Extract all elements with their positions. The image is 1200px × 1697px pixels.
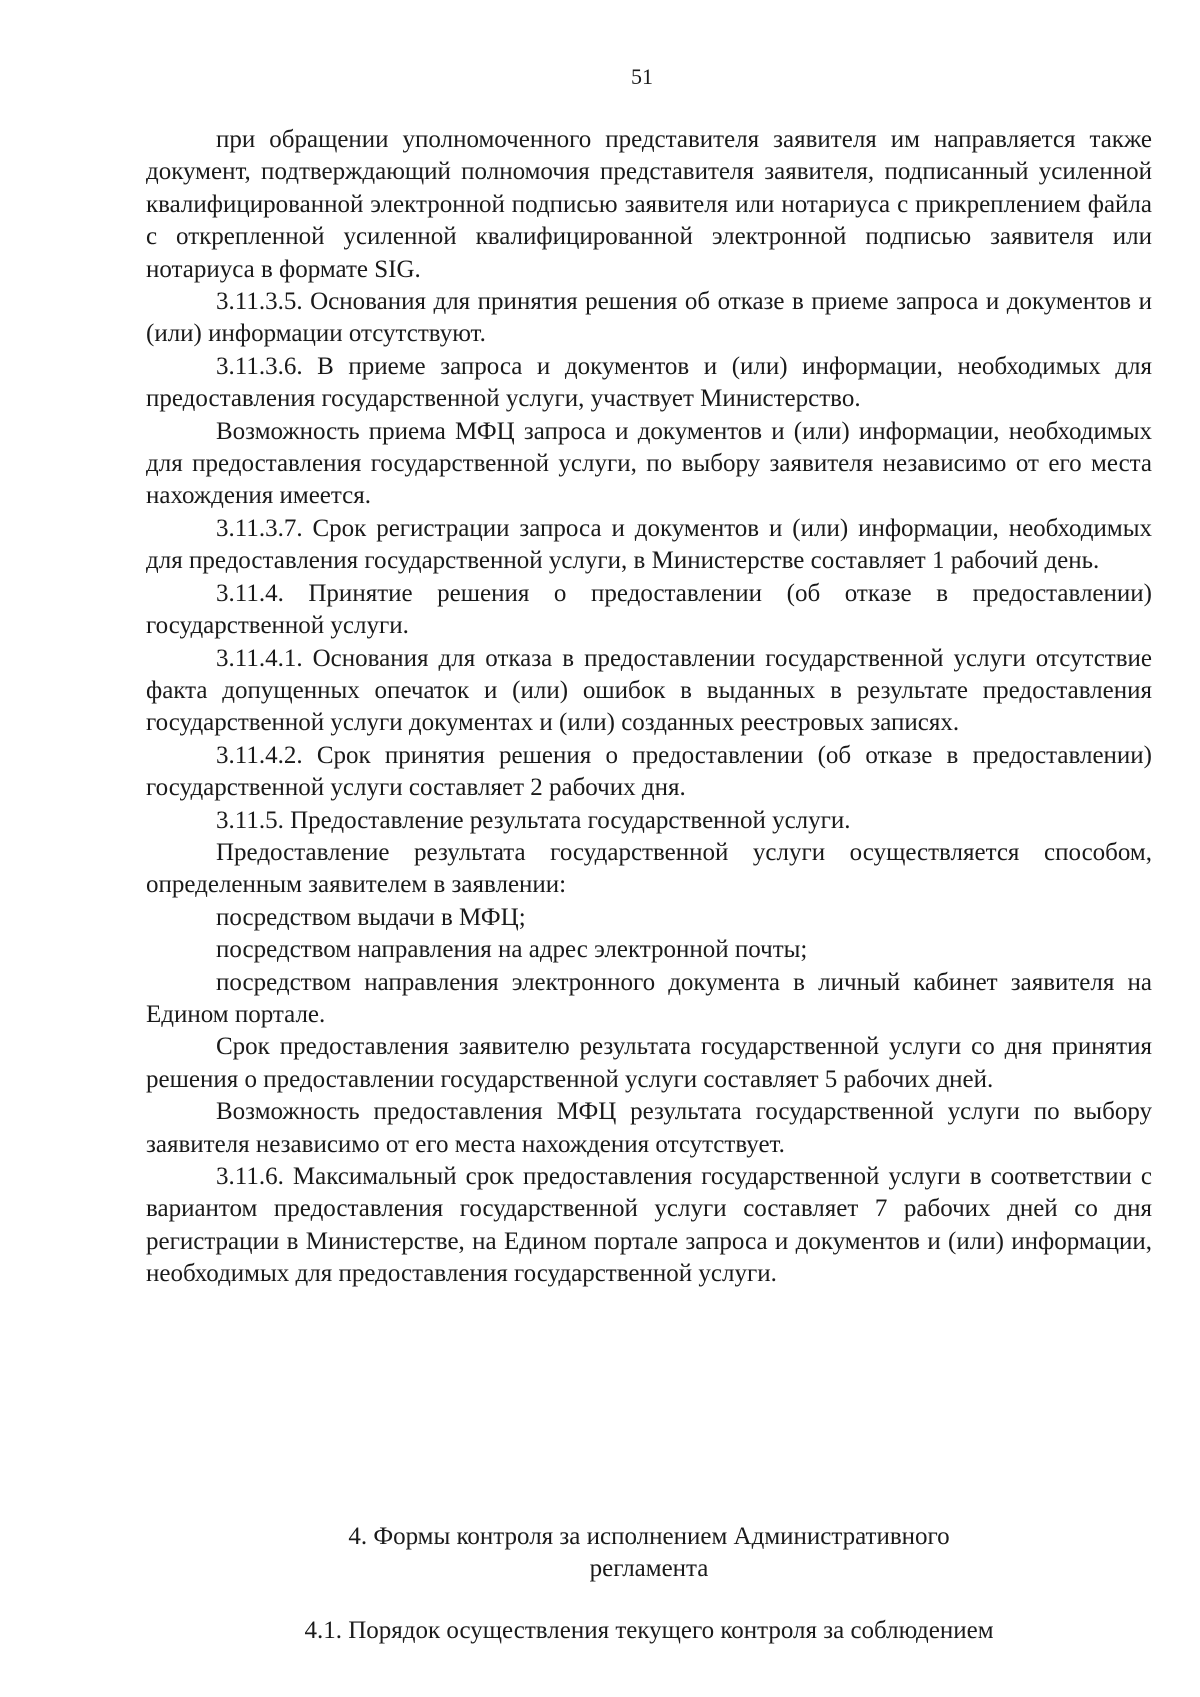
document-body <box>146 124 1152 1291</box>
paragraph-3-11-3-6: 3.11.3.6. В приеме запроса и документов и (или) информации, необходимых для предоставления государственной услуги, участвует Министерство. <box>146 352 1152 413</box>
paragraph-3-11-3-5: 3.11.3.5. Основания для принятия решения об отказе в приеме запроса и документов и (или) информации отсутствуют. <box>146 288 1152 348</box>
paragraph-mfc-result: Возможность предоставления МФЦ результата государственной услуги по выбору заявителя независимо от его места нахождения отсутствует. <box>146 1098 1152 1158</box>
paragraph-mfc-reception: Возможность приема МФЦ запроса и документов и (или) информации, необходимых для предоставления государственной услуги, по выбору заявителя независимо от его места нахождения имеется. <box>146 417 1152 510</box>
section-heading-line-2: регламента <box>589 1555 709 1583</box>
list-item-portal: посредством направления электронного документа в личный кабинет заявителя на Едином портале. <box>146 968 1152 1028</box>
paragraph-continuation: при обращении уполномоченного представителя заявителя им направляется также документ, подтверждающий полномочия представителя заявителя, подписанный усиленной квалифицированной электронной подписью заявителя или нотариуса с прикреплением файла с открепленной усиленной квалифицированной электронной подписью заявителя или нотариуса в формате SIG. <box>146 126 1152 283</box>
paragraph-3-11-5: 3.11.5. Предоставление результата государственной услуги. <box>216 806 851 834</box>
list-item-mfc: посредством выдачи в МФЦ; <box>216 903 526 931</box>
paragraph-result-term: Срок предоставления заявителю результата государственной услуги со дня принятия решения о предоставлении государственной услуги составляет 5 рабочих дней. <box>146 1033 1152 1093</box>
paragraph-3-11-3-7: 3.11.3.7. Срок регистрации запроса и документов и (или) информации, необходимых для предоставления государственной услуги, в Министерстве составляет 1 рабочий день. <box>146 514 1152 575</box>
section-heading-line-1: 4. Формы контроля за исполнением Административного <box>348 1523 950 1550</box>
paragraph-3-11-4: 3.11.4. Принятие решения о предоставлении (об отказе в предоставлении) государственной услуги. <box>146 579 1152 640</box>
subsection-heading: 4.1. Порядок осуществления текущего контроля за соблюдением <box>304 1617 994 1644</box>
paragraph-3-11-4-1: 3.11.4.1. Основания для отказа в предоставлении государственной услуги отсутствие факта допущенных опечаток и (или) ошибок в выданных в результате предоставления государственной услуги документах и (или) созданных реестровых записях. <box>146 644 1152 737</box>
paragraph-result-method: Предоставление результата государственной услуги осуществляется способом, определенным заявителем в заявлении: <box>146 838 1152 899</box>
section-heading <box>146 1521 1152 1586</box>
paragraph-3-11-4-2: 3.11.4.2. Срок принятия решения о предоставлении (об отказе в предоставлении) государственной услуги составляет 2 рабочих дня. <box>146 741 1152 802</box>
list-item-email: посредством направления на адрес электронной почты; <box>216 936 808 964</box>
paragraph-3-11-6: 3.11.6. Максимальный срок предоставления государственной услуги в соответствии с вариантом предоставления государственной услуги составляет 7 рабочих дней со дня регистрации в Министерстве, на Едином портале запроса и документов и (или) информации, необходимых для предоставления государственной услуги. <box>146 1163 1152 1288</box>
page-number: 51 <box>631 64 653 89</box>
